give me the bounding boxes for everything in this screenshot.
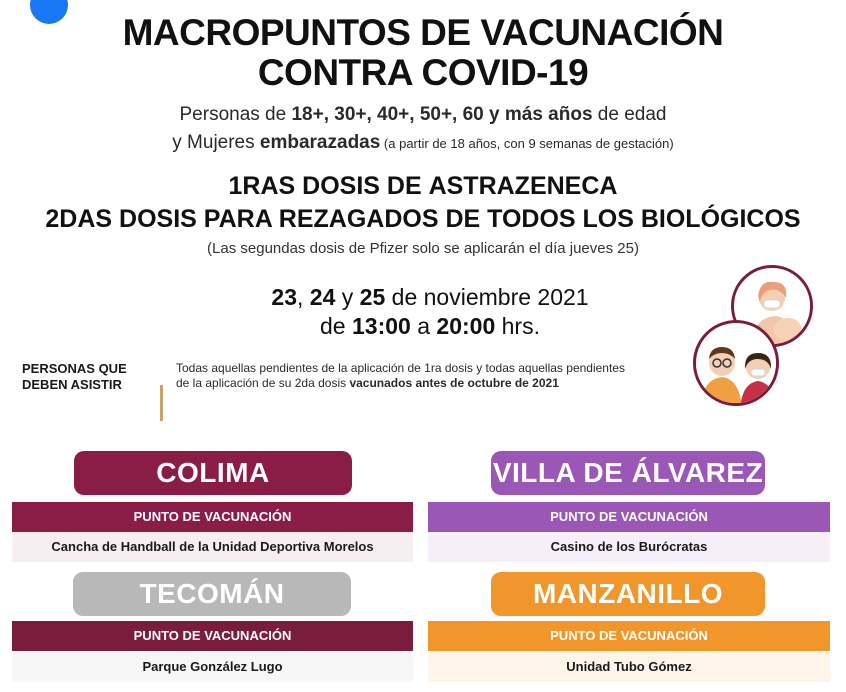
city-badge-manzanillo: MANZANILLO bbox=[491, 572, 765, 616]
who-should-attend-label bbox=[22, 361, 162, 393]
second-dose-line bbox=[0, 205, 846, 234]
place-colima: Cancha de Handball de la Unidad Deportiva Morelos bbox=[12, 532, 413, 562]
poster-title-line-2: CONTRA COVID-19 bbox=[257, 52, 589, 93]
first-dose-prefix: 1RAS DOSIS DE bbox=[228, 172, 429, 200]
who-label-line-1: PERSONAS QUE bbox=[22, 361, 127, 376]
eligibility-pregnant bbox=[0, 132, 846, 154]
date-sep-1: , bbox=[297, 284, 310, 310]
hours-suffix: hrs. bbox=[495, 313, 540, 339]
date-day-2: 24 bbox=[309, 284, 336, 310]
date-month-year: de noviembre 2021 bbox=[385, 284, 589, 310]
ages-prefix: Personas de bbox=[179, 104, 292, 125]
couple-illustration bbox=[693, 320, 779, 406]
city-badge-tecoman: TECOMÁN bbox=[73, 572, 351, 616]
date-day-1: 23 bbox=[271, 284, 298, 310]
who-text-line-1: Todas aquellas pendientes de la aplicación de 1ra dosis y todas aquellas pendientes bbox=[176, 361, 625, 375]
divider-bar bbox=[160, 385, 163, 421]
hours-end: 20:00 bbox=[436, 313, 496, 339]
place-villa-de-alvarez: Casino de los Burócratas bbox=[428, 532, 830, 562]
hours-prefix: de bbox=[320, 313, 352, 339]
ages-list: 18+, 30+, 40+, 50+, 60 y más años bbox=[291, 104, 593, 125]
date-sep-2: y bbox=[335, 284, 360, 310]
date-day-3: 25 bbox=[359, 284, 386, 310]
pfizer-note: (Las segundas dosis de Pfizer solo se aplicarán el día jueves 25) bbox=[207, 240, 639, 257]
who-label-line-2: DEBEN ASISTIR bbox=[22, 377, 122, 392]
point-label-villa-de-alvarez: PUNTO DE VACUNACIÓN bbox=[428, 502, 830, 532]
poster-title-line-1: MACROPUNTOS DE VACUNACIÓN bbox=[122, 12, 724, 53]
schedule-hours bbox=[220, 313, 640, 340]
point-label-manzanillo: PUNTO DE VACUNACIÓN bbox=[428, 621, 830, 651]
who-should-attend-text bbox=[176, 361, 696, 391]
first-dose-vaccine: ASTRAZENECA bbox=[428, 172, 618, 200]
city-badge-colima: COLIMA bbox=[74, 451, 352, 495]
who-text-line-2-bold: vacunados antes de octubre de 2021 bbox=[349, 376, 559, 390]
hours-sep: a bbox=[410, 313, 437, 339]
place-manzanillo: Unidad Tubo Gómez bbox=[428, 652, 830, 682]
who-text-line-2 bbox=[176, 376, 696, 391]
eligibility-ages bbox=[0, 104, 846, 126]
second-dose-vaccines: TODOS LOS BIOLÓGICOS bbox=[487, 205, 801, 233]
pregnant-word: embarazadas bbox=[259, 132, 381, 153]
ages-suffix: de edad bbox=[592, 104, 667, 125]
pregnant-note: (a partir de 18 años, con 9 semanas de gestación) bbox=[380, 136, 674, 151]
point-label-tecoman: PUNTO DE VACUNACIÓN bbox=[12, 621, 413, 651]
second-dose-prefix: 2DAS DOSIS PARA REZAGADOS DE bbox=[45, 205, 488, 233]
city-badge-villa-de-alvarez: VILLA DE ÁLVAREZ bbox=[491, 451, 765, 495]
schedule-dates bbox=[220, 284, 640, 311]
pregnant-prefix: y Mujeres bbox=[172, 132, 260, 153]
point-label-colima: PUNTO DE VACUNACIÓN bbox=[12, 502, 413, 532]
first-dose-line bbox=[0, 172, 846, 201]
place-tecoman: Parque González Lugo bbox=[12, 652, 413, 682]
hours-start: 13:00 bbox=[352, 313, 411, 339]
who-text-line-2-prefix: de la aplicación de su 2da dosis bbox=[176, 376, 350, 390]
